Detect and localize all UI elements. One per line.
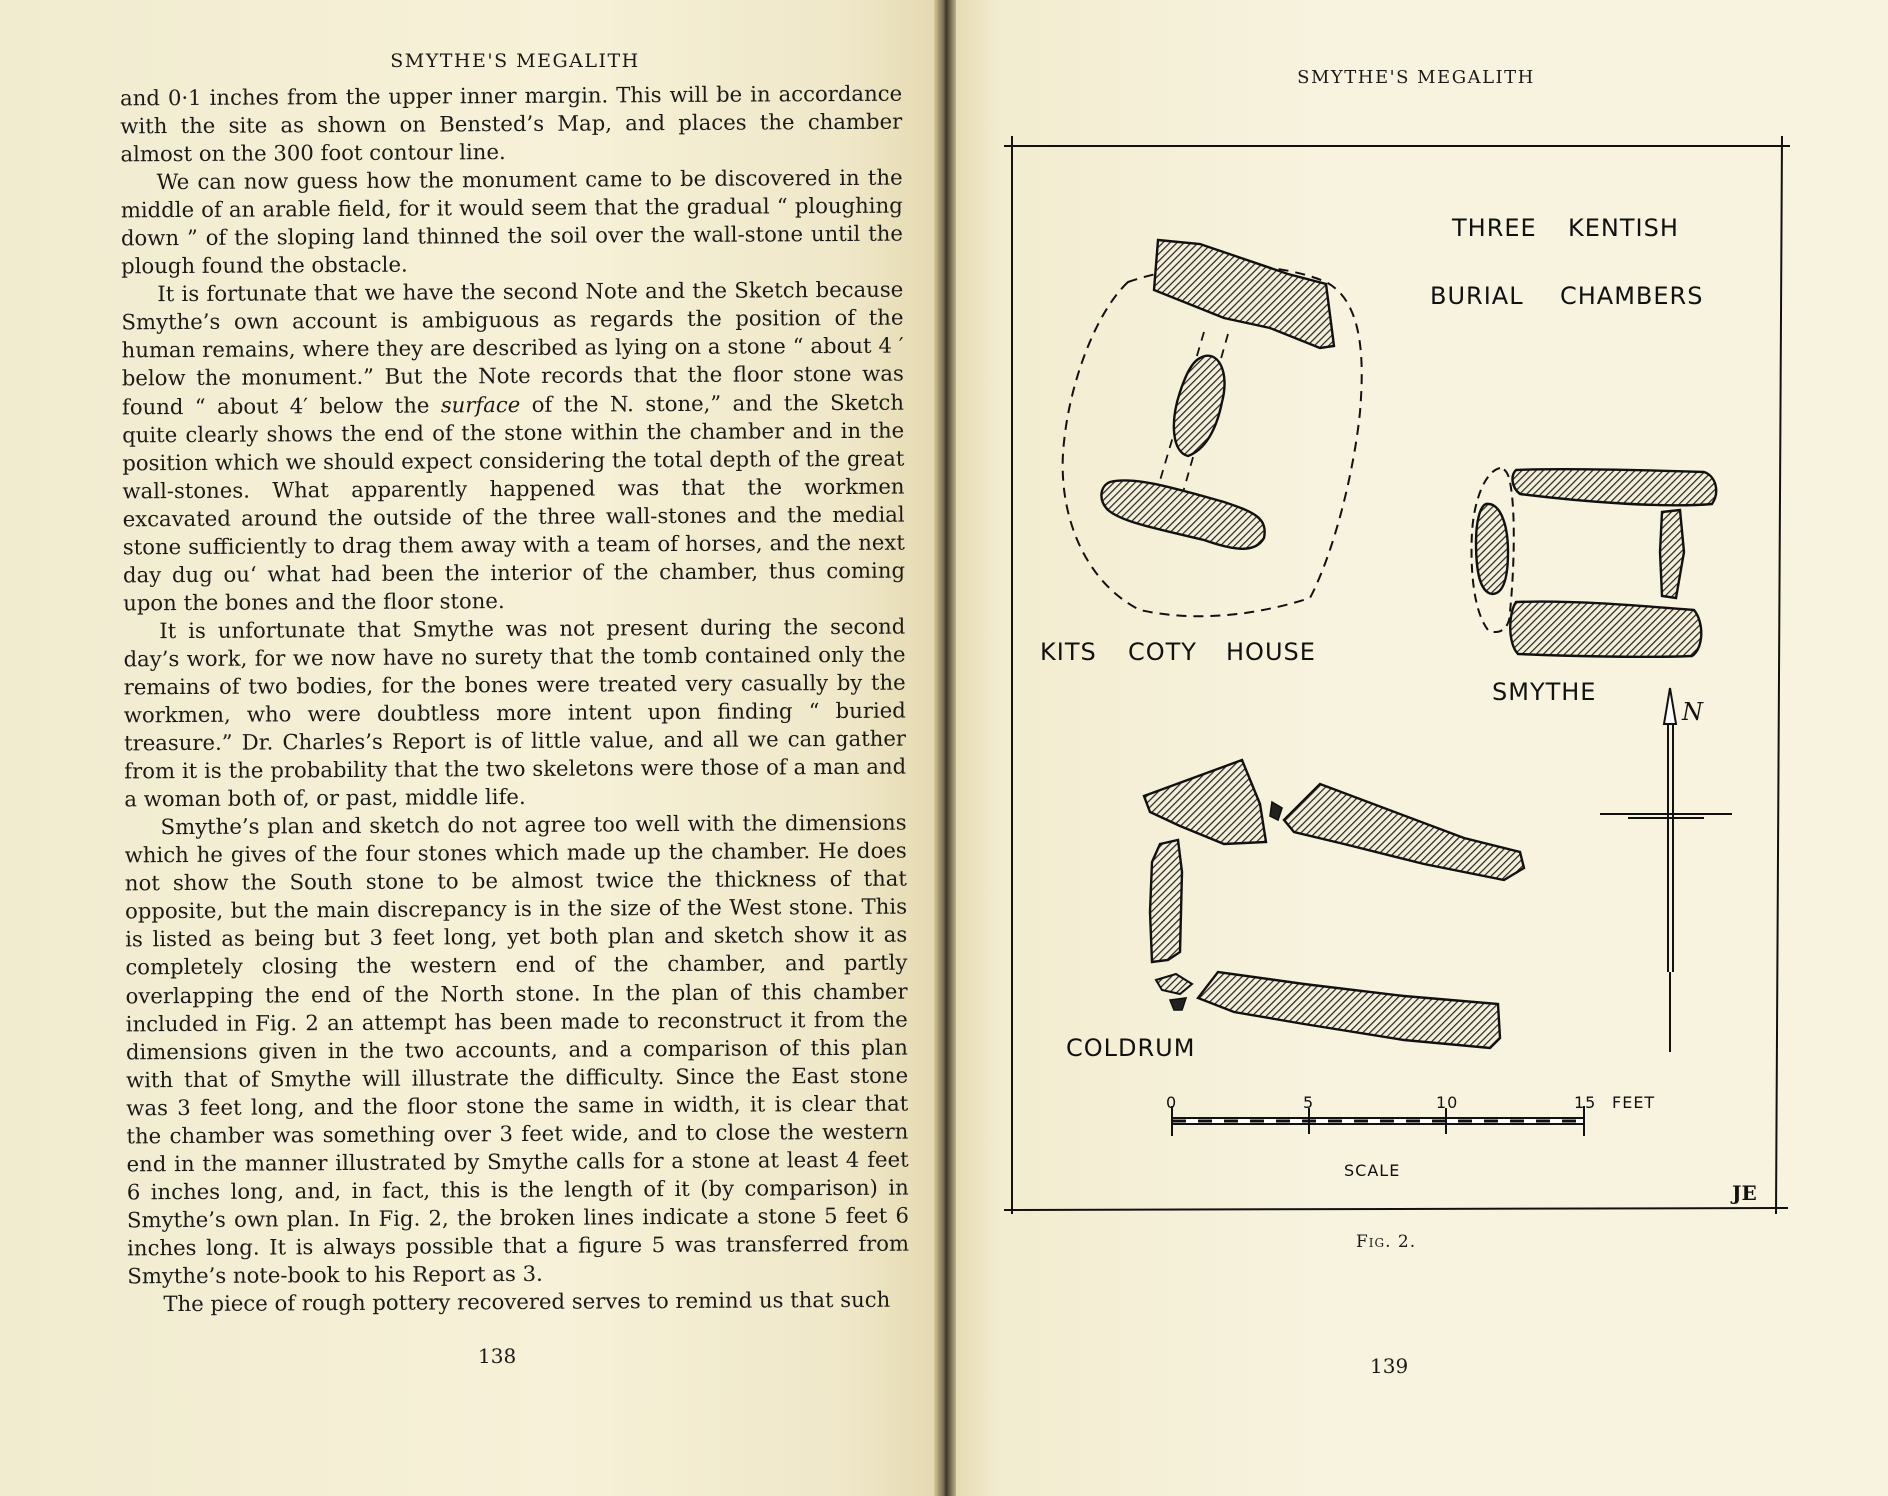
kits-coty-medial-stone (1174, 356, 1225, 456)
figure-title-burial: BURIAL (1430, 282, 1524, 310)
page-number-right: 139 (1370, 1354, 1409, 1378)
label-coty: COTY (1128, 638, 1197, 666)
label-house: HOUSE (1226, 638, 1316, 666)
scale-bar (1172, 1106, 1584, 1136)
coldrum-capstone-west (1144, 760, 1266, 844)
page-number-left: 138 (478, 1344, 517, 1368)
paragraph-3-part-a: It is fortunate that we have the second Note and the Sketch because Smythe’s own account is ambiguous as regards the position of the human remains, where they are described as lying on a stone “ about 4 ′ below the monument.” But the Note records that the floor stone was found “ about 4′ below the (121, 276, 904, 419)
coldrum-chamber-plan (1144, 760, 1524, 1048)
north-symbol: N (1682, 698, 1703, 726)
label-coldrum: COLDRUM (1066, 1034, 1196, 1062)
label-smythe: SMYTHE (1492, 678, 1597, 706)
paragraph-3-emphasis: surface (440, 391, 521, 417)
figure-title-kentish: KENTISH (1568, 214, 1679, 242)
coldrum-south-stone (1198, 972, 1500, 1048)
book-gutter (934, 0, 956, 1496)
figure-caption: Fig. 2. (1356, 1232, 1417, 1252)
smythe-south-stone (1510, 602, 1701, 657)
figure-title-three: THREE (1452, 214, 1537, 242)
scale-tick-15: 15 (1574, 1093, 1597, 1112)
running-head-left: SMYTHE'S MEGALITH (390, 50, 640, 72)
coldrum-fragment-2 (1170, 998, 1186, 1010)
scale-tick-10: 10 (1436, 1093, 1459, 1112)
smythe-north-stone (1513, 469, 1717, 505)
coldrum-chip-small (1270, 802, 1282, 820)
smythe-west-stone (1476, 504, 1508, 594)
paragraph-6: The piece of rough pottery recovered serves to remind us that such (163, 1286, 891, 1317)
kits-coty-capstone (1154, 240, 1334, 348)
coldrum-fragment-1 (1156, 974, 1192, 994)
scale-label: SCALE (1344, 1161, 1401, 1180)
figure-title-chambers: CHAMBERS (1560, 282, 1704, 310)
scale-tick-0: 0 (1166, 1093, 1178, 1112)
paragraph-1: and 0·1 inches from the upper inner margin. This will be in accordance with the site as shown on Bensted’s Map, and places the chamber almost on the 300 foot contour line. (120, 80, 903, 167)
coldrum-west-stone (1150, 840, 1182, 962)
scale-tick-5: 5 (1303, 1093, 1315, 1112)
artist-monogram: JE (1732, 1181, 1757, 1205)
kits-coty-house-plan (1063, 240, 1362, 616)
smythe-chamber-plan (1472, 468, 1717, 657)
north-arrow (1600, 688, 1732, 1052)
paragraph-3 (121, 276, 905, 617)
running-head-right: SMYTHE'S MEGALITH (1297, 67, 1535, 88)
paragraph-4: It is unfortunate that Smythe was not present during the second day’s work, for we now have no surety that the tomb contained only the remains of two bodies, for the bones were treated very casually by the workmen, who were doubtless more intent upon finding “ buried treasure.” Dr. Charles’s Report is of little value, and all we can gather from it is the probability that the two skeletons were those of a man and a woman both of, or past, middle life. (123, 613, 907, 812)
label-kits: KITS (1040, 638, 1097, 666)
paragraph-5: Smythe’s plan and sketch do not agree too well with the dimensions which he gives of the four stones which made up the chamber. He does not show the South stone to be almost twice the thickness of that opposite, but the main discrepancy is in the size of the West stone. This is listed as being but 3 feet long, yet both plan and sketch show it as completely closing the western end of the chamber, and partly overlapping the end of the North stone. In the plan of this chamber included in Fig. 2 an attempt has been made to reconstruct it from the dimensions given in the two accounts, and a comparison of this plan with that of Smythe will illustrate the difficulty. Since the East stone was 3 feet long, and the floor stone the same in width, it is clear that the chamber was something over 3 feet wide, and to close the western end in the manner illustrated by Smythe calls for a stone at least 4 feet 6 inches long, and, in fact, this is the length of it (by comparison) in Smythe’s own plan. In Fig. 2, the broken lines indicate a stone 5 feet 6 inches long. It is always possible that a figure 5 was transferred from Smythe’s note-book to his Report as 3. (124, 809, 910, 1289)
paragraph-3-part-b: of the N. stone,” and the Sketch quite clearly shows the end of the stone within the chamber and in the position which we should expect considering the total depth of the great wall-stones. What apparently happened was that the workmen excavated around the outside of the three wall-stones and the medial stone sufficiently to drag them away with a team of horses, and the next day dug ouʻ what had been the interior of the chamber, thus coming upon the bones and the floor stone. (122, 389, 906, 616)
burial-chambers-figure (1004, 132, 1804, 1232)
kits-coty-lower-stone (1101, 480, 1264, 548)
coldrum-north-stone (1284, 784, 1524, 880)
paragraph-2: We can now guess how the monument came to be discovered in the middle of an arable field, for it would seem that the gradual “ ploughing down ” of the sloping land thinned the soil over the wall-stone until the plough found the obstacle. (120, 164, 904, 279)
left-page-body (120, 80, 910, 1319)
smythe-east-stone (1660, 510, 1684, 598)
scale-unit: FEET (1612, 1093, 1656, 1112)
